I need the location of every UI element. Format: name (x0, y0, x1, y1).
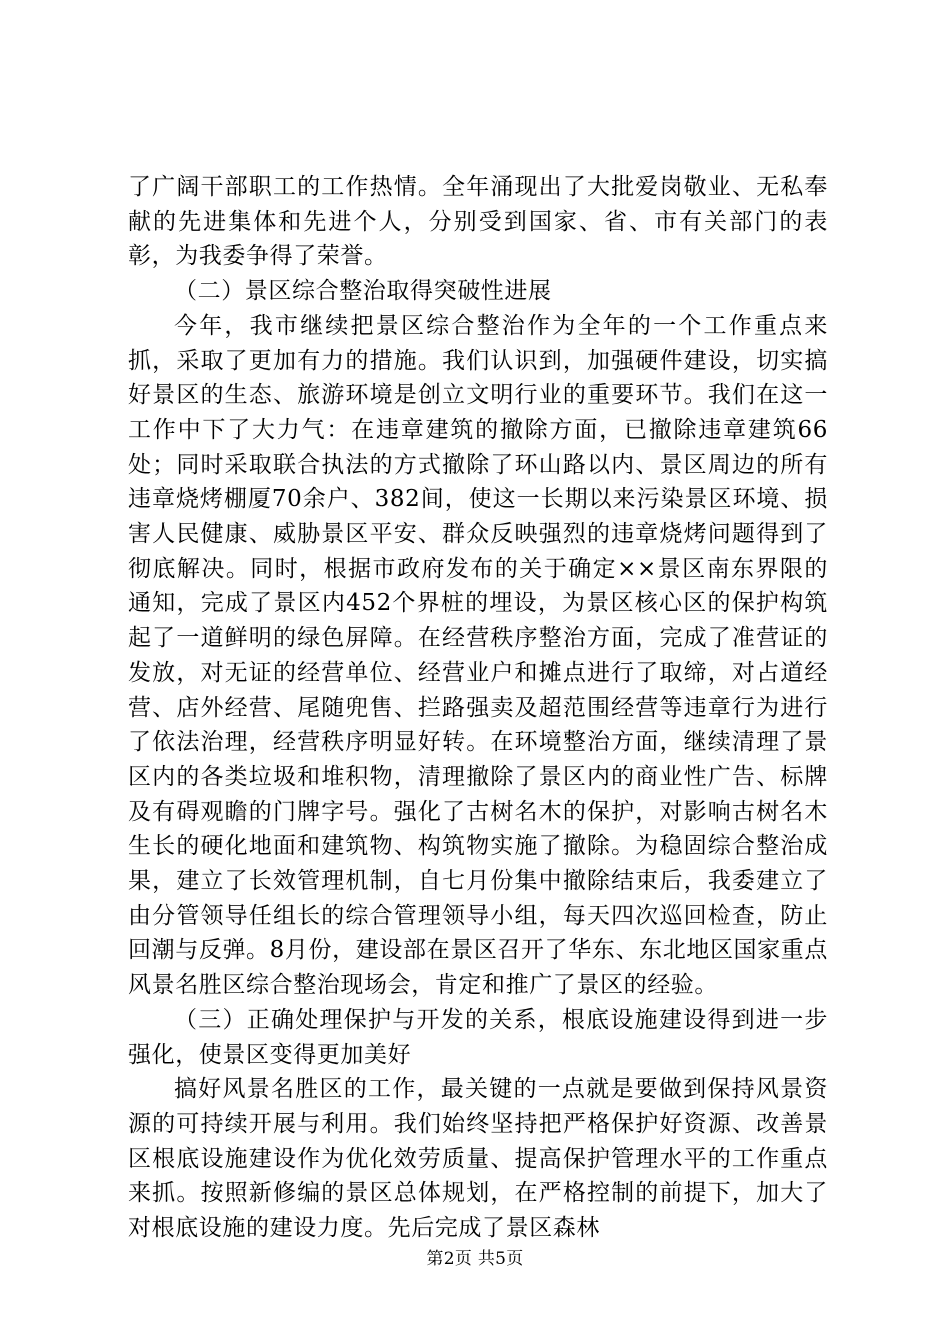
section-heading-2: （二）景区综合整治取得突破性进展 (174, 278, 552, 305)
paragraph-section-3: 搞好风景名胜区的工作，最关键的一点就是要做到保持风景资源的可持续开展与利用。我们始终坚持把严格保护好资源、改善景区根底设施建设作为优化效劳质量、提高保护管理水平的工作重点来抓。按照新修编的景区总体规划，在严格控制的前提下，加大了对根底设施的建设力度。先后完成了景区森林 (128, 1076, 828, 1242)
paragraph-continuation: 了广阔干部职工的工作热情。全年涌现出了大批爱岗敬业、无私奉献的先进集体和先进个人，分别受到国家、省、市有关部门的表彰，为我委争得了荣誉。 (128, 174, 828, 270)
paragraph-section-2: 今年，我市继续把景区综合整治作为全年的一个工作重点来抓，采取了更加有力的措施。我们认识到，加强硬件建设，切实搞好景区的生态、旅游环境是创立文明行业的重要环节。我们在这一工作中下了大力气：在违章建筑的撤除方面，已撤除违章建筑66处；同时采取联合执法的方式撤除了环山路以内、景区周边的所有违章烧烤棚厦70余户、382间，使这一长期以来污染景区环境、损害人民健康、威胁景区平安、群众反映强烈的违章烧烤问题得到了彻底解决。同时，根据市政府发布的关于确定××景区南东界限的通知，完成了景区内452个界桩的埋设，为景区核心区的保护构筑起了一道鲜明的绿色屏障。在经营秩序整治方面，完成了准营证的发放，对无证的经营单位、经营业户和摊点进行了取缔，对占道经营、店外经营、尾随兜售、拦路强卖及超范围经营等违章行为进行了依法治理，经营秩序明显好转。在环境整治方面，继续清理了景区内的各类垃圾和堆积物，清理撤除了景区内的商业性广告、标牌及有碍观瞻的门牌字号。强化了古树名木的保护，对影响古树名木生长的硬化地面和建筑物、构筑物实施了撤除。为稳固综合整治成果，建立了长效管理机制，自七月份集中撤除结束后，我委建立了由分管领导任组长的综合管理领导小组，每天四次巡回检查，防止回潮与反弹。8月份，建设部在景区召开了华东、东北地区国家重点风景名胜区综合整治现场会，肯定和推广了景区的经验。 (128, 312, 828, 999)
document-body (128, 170, 828, 1246)
page-number-footer: 第2页 共5页 (426, 1249, 524, 1269)
section-heading-3: （三）正确处理保护与开发的关系，根底设施建设得到进一步强化，使景区变得更加美好 (128, 1006, 828, 1068)
